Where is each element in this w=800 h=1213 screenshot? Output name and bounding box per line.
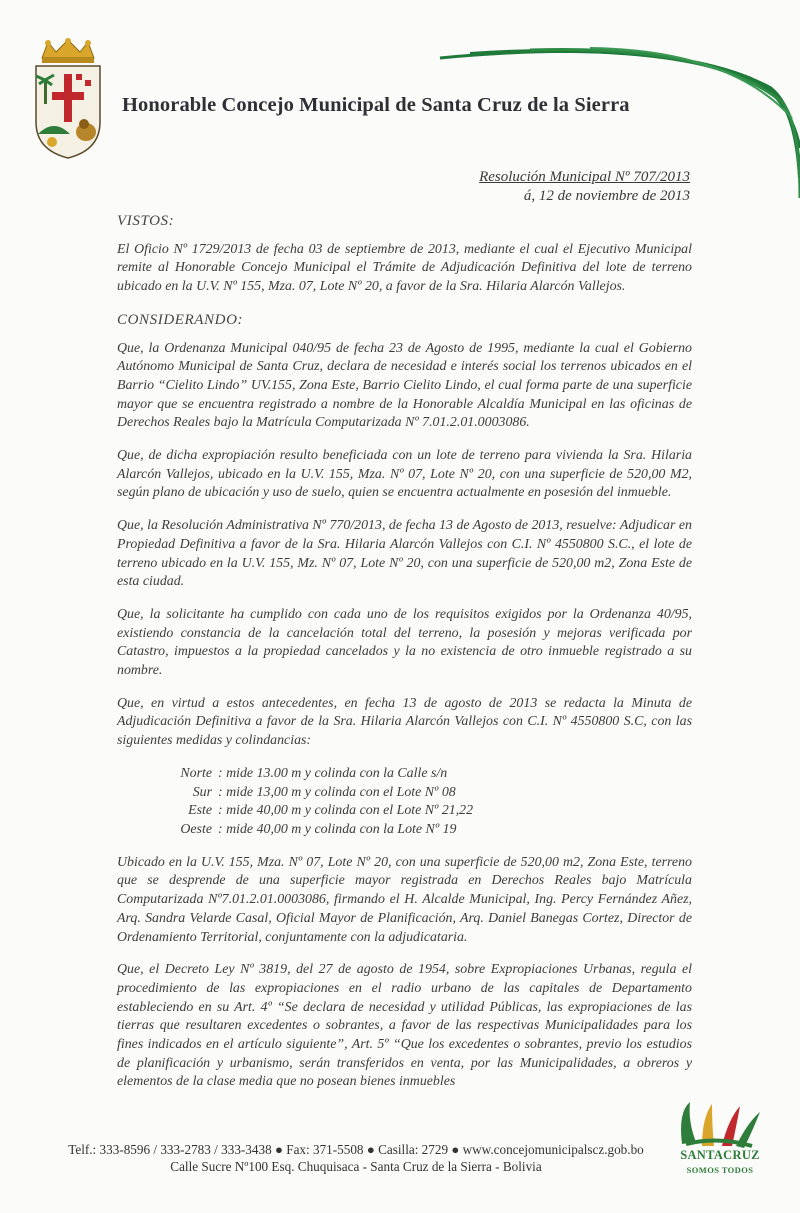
santa-cruz-logo-icon xyxy=(672,1082,764,1192)
vistos-heading: VISTOS: xyxy=(117,213,175,229)
measure-row xyxy=(162,765,692,784)
document-body xyxy=(117,212,692,1106)
measure-row xyxy=(162,821,692,840)
measure-direction: Sur xyxy=(192,784,212,800)
footer-address: Calle Sucre Nº100 Esq. Chuquisaca - Santa Cruz de la Sierra - Bolivia xyxy=(170,1159,542,1174)
paragraph-4: Que, la solicitante ha cumplido con cada uno de los requisitos exigidos por la Ordenanza 40/95, existiendo constancia de la cancelación total del terreno, la posesión y mejoras verificada por Catastro, impuestos a la propiedad cancelados y la no existencia de otro inmueble registrado a su nombre. xyxy=(117,606,692,679)
measure-direction: Este xyxy=(188,803,212,819)
paragraph-2: Que, de dicha expropiación resulto beneficiada con un lote de terreno para vivienda la Sra. Hilaria Alarcón Vallejos, ubicado en la U.V. 155, Mza. Nº 07, Lote Nº 20, con una superficie de 520,00 M2, según plano de ubicación y uso de suelo, quien se encuentra actualmente en posesión del inmueble. xyxy=(117,448,692,501)
measure-description: : mide 13,00 m y colinda con el Lote Nº 08 xyxy=(218,784,456,800)
vistos-paragraph: El Oficio Nº 1729/2013 de fecha 03 de septiembre de 2013, mediante el cual el Ejecutivo Municipal remite al Honorable Concejo Municipal el Trámite de Adjudicación Definitiva del lote de terreno ubicado en la U.V. Nº 155, Mza. 07, Lote Nº 20, a favor de la Sra. Hilaria Alarcón Vallejos. xyxy=(117,241,692,295)
measure-direction: Oeste xyxy=(180,821,212,837)
resolution-number: Resolución Municipal Nº 707/2013 xyxy=(479,169,690,185)
measure-description: : mide 13.00 m y colinda con la Calle s/n xyxy=(218,765,448,781)
resolution-block xyxy=(479,168,690,206)
footer xyxy=(36,1141,676,1175)
paragraph-3: Que, la Resolución Administrativa Nº 770/2013, de fecha 13 de Agosto de 2013, resuelve: Adjudicar en Propiedad Definitiva a favor de la Sra. Hilaria Alarcón Vallejos con C.I. Nº 4550800 S.C., el lote de terreno ubicado en la U.V. 155, Mz. Nº 07, Lote Nº 20, con una superficie de 520,00 m2, Zona Este de esta ciudad. xyxy=(117,518,692,590)
footer-contact: Telf.: 333-8596 / 333-2783 / 333-3438 ● Fax: 371-5508 ● Casilla: 2729 ● www.concejomunicipalscz.gob.bo xyxy=(68,1142,644,1157)
considerando-heading: CONSIDERANDO: xyxy=(117,311,244,328)
paragraph-7: Que, el Decreto Ley Nº 3819, del 27 de agosto de 1954, sobre Expropiaciones Urbanas, regula el procedimiento de las expropiaciones en el radio urbano de las capitales de Departamento estableciendo en su Art. 4º “Se declara de necesidad y utilidad Públicas, las expropiaciones de las tierras que resultaren excedentes o sobrantes, a favor de las respectivas Municipalidades para los fines indicados en el artículo siguiente”, Art. 5º “Que los excedentes o sobrantes, previo los estudios de planificación y urbanismo, serán transferidos en venta, por las Municipalidades, a obreros y elementos de la clase media que no posean bienes inmuebles xyxy=(117,962,692,1090)
measures-list xyxy=(162,765,692,840)
logo-slogan: SOMOS TODOS xyxy=(686,1165,754,1175)
measure-direction: Norte xyxy=(180,765,212,781)
measure-description: : mide 40,00 m y colinda con la Lote Nº 19 xyxy=(218,821,457,837)
header-title: Honorable Concejo Municipal de Santa Cruz de la Sierra xyxy=(122,94,630,116)
measure-row xyxy=(162,802,692,821)
measure-description: : mide 40,00 m y colinda con el Lote Nº 21,22 xyxy=(218,803,474,819)
paragraph-1: Que, la Ordenanza Municipal 040/95 de fecha 23 de Agosto de 1995, mediante la cual el Gobierno Autónomo Municipal de Santa Cruz, declara de necesidad e interés social los terrenos ubicados en el Barrio “Cielito Lindo” UV.155, Zona Este, Barrio Cielito Lindo, el cual forma parte de una superficie mayor que se encuentra registrado a nombre de la Honorable Alcaldía Municipal en las oficinas de Derechos Reales bajo la Matrícula Computarizada Nº 7.01.2.01.0003086. xyxy=(117,340,692,431)
paragraph-5: Que, en virtud a estos antecedentes, en fecha 13 de agosto de 2013 se redacta la Minuta de Adjudicación Definitiva a favor de la Sra. Hilaria Alarcón Vallejos con C.I. Nº 4550800 S.C, con las siguientes medidas y colindancias: xyxy=(117,695,692,749)
resolution-date: á, 12 de noviembre de 2013 xyxy=(523,188,690,204)
paragraph-6: Ubicado en la U.V. 155, Mza. Nº 07, Lote Nº 20, con una superficie de 520,00 m2, Zona Este, terreno que se desprende de una superficie mayor registrada en Derechos Reales bajo Matrícula Computarizada Nº7.01.2.01.0003086, firmando el H. Alcalde Municipal, Ing. Percy Fernández Añez, Arq. Sandra Velarde Casal, Oficial Mayor de Planificación, Arq. Daniel Banegas Cortez, Director de Ordenamiento Territorial, conjuntamente con la adjudicataria. xyxy=(117,854,692,945)
logo-name: SANTACRUZ xyxy=(680,1148,760,1162)
coat-of-arms-icon xyxy=(30,38,106,160)
measure-row xyxy=(162,784,692,803)
